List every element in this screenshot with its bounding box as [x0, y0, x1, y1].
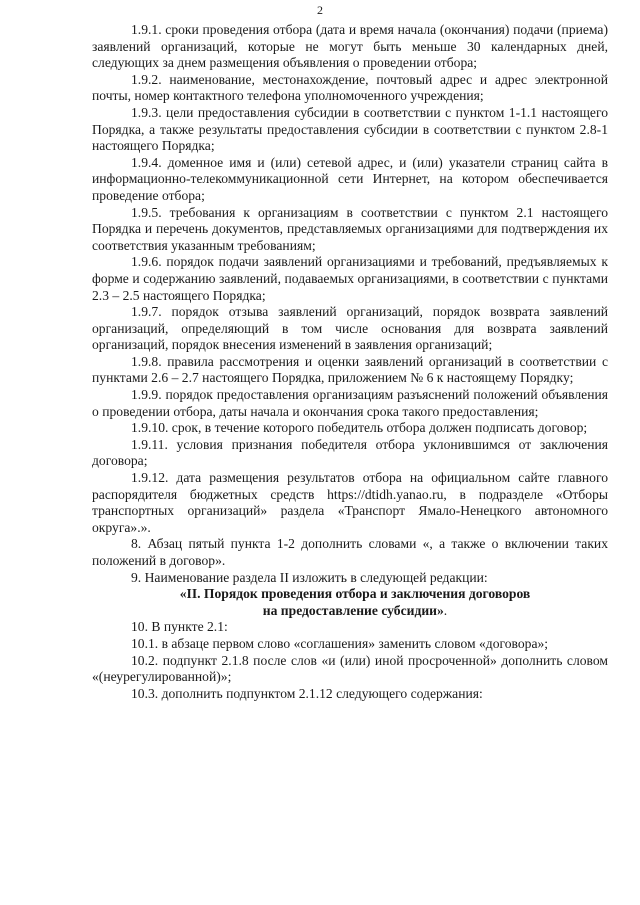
paragraph-1-9-7: 1.9.7. порядок отзыва заявлений организаций, порядок возврата заявлений организаций, определяющий в том числе основания для возврата заявлений организаций, порядок внесения изменений в заявления организаций;	[92, 304, 608, 353]
paragraph-1-9-5: 1.9.5. требования к организациям в соответствии с пунктом 2.1 настоящего Порядка и перечень документов, представляемых организациями для подтверждения их соответствия указанным требованиям;	[92, 204, 608, 253]
paragraph-1-9-8: 1.9.8. правила рассмотрения и оценки заявлений организаций в соответствии с пунктами 2.6 – 2.7 настоящего Порядка, приложением № 6 к настоящему Порядку;	[92, 353, 608, 386]
section-heading-tail: .	[443, 602, 448, 618]
section-heading-line-1: «II. Порядок проведения отбора и заключения договоров	[179, 586, 531, 602]
paragraph-1-9-6: 1.9.6. порядок подачи заявлений организациями и требований, предъявляемых к форме и содержанию заявлений, подаваемых организациями, в соответствии с пунктами 2.3 – 2.5 настоящего Порядка;	[92, 254, 608, 303]
paragraph-item-9: 9. Наименование раздела II изложить в следующей редакции:	[131, 569, 488, 585]
page-number: 2	[317, 3, 323, 17]
paragraph-1-9-9: 1.9.9. порядок предоставления организациям разъяснений положений объявления о проведении отбора, даты начала и окончания срока такого предоставления;	[92, 387, 608, 419]
section-heading-line-2: на предоставление субсидии»	[262, 602, 444, 618]
paragraph-item-10-3: 10.3. дополнить подпунктом 2.1.12 следующего содержания:	[131, 685, 483, 701]
paragraph-1-9-3: 1.9.3. цели предоставления субсидии в соответствии с пунктом 1-1.1 настоящего Порядка, а также результаты предоставления субсидии в соответствии с пунктом 2.8-1 настоящего Порядка;	[92, 104, 608, 154]
paragraph-1-9-4: 1.9.4. доменное имя и (или) сетевой адрес, и (или) указатели страниц сайта в информационно-телекоммуникационной сети Интернет, на котором обеспечивается проведение отбора;	[92, 154, 608, 203]
document-body	[92, 22, 608, 702]
paragraph-1-9-10: 1.9.10. срок, в течение которого победитель отбора должен подписать договор;	[131, 420, 588, 436]
paragraph-item-10-1: 10.1. в абзаце первом слово «соглашения» заменить словом «договора»;	[131, 635, 549, 651]
section-heading	[92, 586, 608, 619]
paragraph-1-9-11: 1.9.11. условия признания победителя отбора уклонившимся от заключения договора;	[92, 436, 608, 469]
paragraph-item-10-2: 10.2. подпункт 2.1.8 после слов «и (или) иной просроченной» дополнить словом «(неурегулированной)»;	[92, 652, 608, 685]
paragraph-1-9-2: 1.9.2. наименование, местонахождение, почтовый адрес и адрес электронной почты, номер контактного телефона уполномоченного учреждения;	[92, 71, 608, 104]
paragraph-item-8: 8. Абзац пятый пункта 1-2 дополнить словами «, а также о включении таких положений в договор».	[92, 536, 608, 568]
paragraph-item-10: 10. В пункте 2.1:	[131, 619, 228, 635]
paragraph-1-9-12: 1.9.12. дата размещения результатов отбора на официальном сайте главного распорядителя бюджетных средств https://dtidh.yanao.ru, в подразделе «Отборы транспортных организаций» раздела «Транспорт Ямало-Ненецкого автономного округа».».	[92, 470, 608, 535]
paragraph-1-9-1: 1.9.1. сроки проведения отбора (дата и время начала (окончания) подачи (приема) заявлений организаций, которые не могут быть меньше 30 календарных дней, следующих за днем размещения объявления о проведении отбора;	[92, 22, 608, 71]
